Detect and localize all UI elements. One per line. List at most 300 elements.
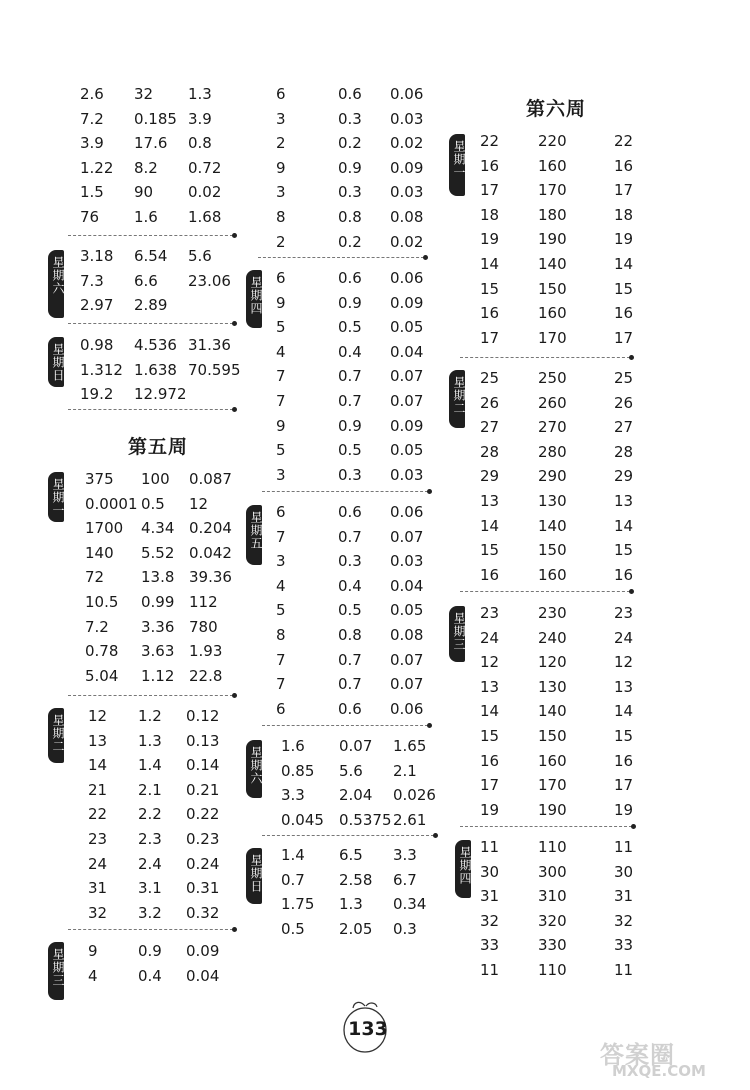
weekday-tab [455,840,471,898]
answer-value: 150 [538,727,567,745]
answer-value: 0.03 [390,183,424,202]
answer-value: 0.05 [390,601,424,620]
answer-value: 2.97 [80,296,114,315]
answer-value: 0.04 [390,342,424,361]
answer-value: 32 [480,911,500,930]
answer-value: 4 [276,576,286,595]
answer-value: 1.3 [138,731,162,750]
answer-value: 130 [538,677,567,696]
answer-value: 14 [614,702,634,721]
answer-value: 14 [88,756,108,775]
answer-value: 30 [614,862,634,881]
answer-value: 70.595 [188,360,241,379]
answer-value: 3.63 [141,642,175,661]
answer-value: 16 [614,156,634,175]
answer-value: 90 [134,183,154,202]
answer-value: 0.5 [281,919,305,938]
answer-value: 17 [614,181,634,200]
answer-value: 17 [480,776,500,795]
weekday-label: 星期六 [51,256,65,295]
answer-value: 39.36 [189,568,232,587]
answer-value: 250 [538,369,567,387]
answer-value: 280 [538,442,567,461]
weekday-tab [48,472,64,522]
weekday-tab [246,505,262,565]
answer-value: 4 [276,342,286,361]
weekday-label: 星期三 [452,612,466,651]
answer-value: 15 [614,279,634,298]
answer-value: 0.6 [338,699,362,718]
week-title: 第五周 [128,436,189,458]
answer-value: 0.9 [138,942,162,960]
section-divider [68,235,233,236]
answer-value: 0.02 [390,232,424,251]
answer-value: 16 [614,751,634,770]
answer-value: 31 [614,887,634,906]
answer-value: 0.5 [141,494,165,513]
answer-value: 1.75 [281,895,315,914]
answer-value: 160 [538,751,567,770]
answer-value: 0.4 [338,576,362,595]
answer-value: 3.9 [188,109,212,128]
section-divider [68,323,233,324]
answer-value: 14 [480,255,500,273]
weekday-label: 星期五 [249,511,263,550]
answer-value: 0.026 [393,786,436,805]
answer-value: 15 [614,541,634,560]
answer-value: 11 [480,838,500,856]
answer-value: 0.5 [338,441,362,460]
answer-value: 12 [189,494,209,513]
answer-value: 14 [614,516,634,535]
answer-value: 120 [538,653,567,672]
answer-value: 5 [276,441,286,460]
answer-value: 2.1 [393,761,417,780]
answer-value: 0.09 [390,416,424,435]
answer-value: 30 [480,862,500,881]
answer-value: 12 [480,653,500,672]
answer-value: 7 [276,367,286,386]
answer-value: 14 [614,255,634,273]
answer-value: 1.2 [138,707,162,725]
answer-value: 1.4 [281,846,305,864]
answer-value: 1.22 [80,158,114,177]
answer-value: 29 [480,467,500,486]
answer-value: 7.2 [85,617,109,636]
answer-value: 0.3 [393,919,417,938]
section-divider [262,491,428,492]
answer-value: 0.9 [338,293,362,312]
answer-value: 0.98 [80,336,114,354]
answer-value: 2.4 [138,854,162,873]
answer-value: 19.2 [80,385,114,404]
answer-value: 0.6 [338,269,362,287]
answer-value: 0.09 [390,293,424,312]
answer-value: 32 [614,911,634,930]
answer-value: 19 [614,230,634,249]
weekday-label: 星期一 [51,478,65,517]
answer-value: 300 [538,862,567,881]
answer-value: 140 [85,543,114,562]
answer-value: 0.3 [338,183,362,202]
weekday-tab [48,708,64,763]
answer-value: 0.06 [390,503,424,521]
answer-value: 0.04 [186,966,220,985]
answer-value: 0.08 [390,208,424,226]
answer-value: 1.5 [80,183,104,202]
answer-value: 19 [614,800,634,819]
answer-value: 3.9 [80,134,104,153]
answer-value: 0.204 [189,519,232,538]
answer-value: 1.6 [134,208,158,226]
section-divider [68,929,233,930]
answer-value: 1.68 [188,208,222,226]
answer-value: 0.07 [390,367,424,386]
answer-value: 0.31 [186,879,220,898]
answer-value: 0.042 [189,543,232,562]
section-divider [262,725,428,726]
answer-value: 130 [538,492,567,510]
weekday-label: 星期日 [51,343,65,382]
answer-value: 24 [88,854,108,873]
answer-value: 33 [480,936,500,955]
answer-value: 31 [480,887,500,906]
weekday-label: 星期六 [249,746,263,785]
answer-value: 3.2 [138,903,162,922]
answer-value: 0.3 [338,109,362,128]
watermark-text: 答案圈 [600,1041,675,1069]
answer-value: 24 [480,628,500,647]
answer-value: 15 [480,541,500,560]
answer-value: 150 [538,279,567,298]
answer-value: 0.04 [390,576,424,595]
answer-value: 160 [538,565,567,584]
answer-value: 0.7 [338,392,362,410]
answer-value: 12 [88,707,108,725]
weekday-label: 星期三 [51,948,65,987]
answer-value: 0.02 [188,183,222,202]
answer-value: 100 [141,470,170,488]
answer-value: 24 [614,628,634,647]
answer-value: 0.6 [338,85,362,103]
answer-value: 0.21 [186,780,220,799]
answer-value: 19 [480,800,500,819]
answer-value: 3 [276,183,286,202]
answer-value: 29 [614,467,634,486]
answer-value: 2 [276,134,286,153]
answer-value: 0.07 [339,737,373,755]
answer-value: 180 [538,205,567,224]
answer-value: 7.3 [80,271,104,290]
answer-value: 320 [538,911,567,930]
answer-value: 12 [614,653,634,672]
answer-value: 0.2 [338,134,362,153]
answer-value: 0.5 [338,601,362,620]
weekday-tab [48,942,64,1000]
answer-value: 16 [614,565,634,584]
answer-value: 14 [480,702,500,721]
answer-value: 22 [480,132,500,150]
answer-value: 11 [614,838,634,856]
answer-value: 6 [276,85,286,103]
answer-value: 0.185 [134,109,177,128]
answer-value: 0.08 [390,626,424,644]
answer-value: 0.07 [390,392,424,410]
answer-value: 0.4 [138,966,162,985]
weekday-label: 星期四 [249,276,263,315]
answer-value: 190 [538,800,567,819]
answer-value: 18 [480,205,500,224]
answer-value: 0.7 [338,367,362,386]
answer-value: 310 [538,887,567,906]
answer-value: 17 [480,328,500,347]
watermark-url: MXQE.COM [612,1062,706,1080]
answer-value: 28 [480,442,500,461]
answer-value: 9 [276,293,286,312]
answer-value: 5 [276,318,286,337]
answer-value: 0.8 [188,134,212,153]
answer-value: 190 [538,230,567,249]
answer-value: 13 [614,677,634,696]
answer-value: 0.03 [390,552,424,571]
weekday-tab [449,134,465,196]
answer-value: 2.6 [80,85,104,103]
weekday-label: 星期日 [249,854,263,893]
answer-value: 0.72 [188,158,222,177]
answer-value: 780 [189,617,218,636]
answer-value: 31.36 [188,336,231,354]
answer-value: 13.8 [141,568,175,587]
answer-value: 330 [538,936,567,955]
answer-value: 22.8 [189,666,223,685]
answer-value: 0.7 [281,870,305,889]
answer-value: 22 [614,132,634,150]
answer-value: 0.22 [186,805,220,824]
week-title: 第六周 [526,98,587,120]
answer-value: 18 [614,205,634,224]
page-number: 133 [348,1018,388,1040]
answer-value: 375 [85,470,114,488]
answer-value: 7 [276,392,286,410]
answer-value: 110 [538,838,567,856]
answer-value: 0.32 [186,903,220,922]
answer-value: 6.54 [134,247,168,265]
answer-value: 9 [276,416,286,435]
answer-value: 15 [614,727,634,745]
answer-value: 32 [88,903,108,922]
answer-value: 0.06 [390,269,424,287]
answer-value: 0.85 [281,761,315,780]
weekday-tab [449,370,465,428]
answer-value: 160 [538,156,567,175]
answer-value: 2.58 [339,870,373,889]
answer-value: 140 [538,516,567,535]
answer-value: 3.3 [281,786,305,805]
answer-value: 0.07 [390,675,424,694]
answer-value: 0.99 [141,593,175,611]
section-divider [68,409,233,410]
answer-value: 5.04 [85,666,119,685]
weekday-tab [449,606,465,662]
answer-value: 6.6 [134,271,158,290]
answer-value: 140 [538,702,567,721]
answer-value: 6 [276,699,286,718]
answer-value: 23 [614,604,634,622]
answer-value: 0.5375 [339,810,392,829]
answer-value: 1.4 [138,756,162,775]
answer-value: 17 [614,776,634,795]
answer-value: 0.8 [338,208,362,226]
answer-value: 0.7 [338,650,362,669]
answer-value: 3 [276,465,286,484]
answer-value: 170 [538,776,567,795]
answer-value: 0.9 [338,416,362,435]
weekday-tab [246,270,262,328]
answer-value: 6.5 [339,846,363,864]
answer-value: 220 [538,132,567,150]
answer-value: 1.312 [80,360,123,379]
weekday-label: 星期二 [51,714,65,753]
answer-value: 13 [88,731,108,750]
answer-value: 290 [538,467,567,486]
answer-value: 7 [276,527,286,546]
answer-value: 1.12 [141,666,175,685]
answer-value: 9 [88,942,98,960]
answer-value: 170 [538,181,567,200]
answer-value: 6.7 [393,870,417,889]
answer-value: 7.2 [80,109,104,128]
answer-value: 0.12 [186,707,220,725]
answer-value: 32 [134,85,154,103]
answer-value: 0.3 [338,552,362,571]
answer-value: 1.65 [393,737,427,755]
answer-value: 17 [614,328,634,347]
answer-value: 72 [85,568,105,587]
answer-value: 15 [480,279,500,298]
answer-value: 0.09 [186,942,220,960]
answer-value: 0.06 [390,699,424,718]
weekday-tab [246,740,262,798]
answer-value: 0.06 [390,85,424,103]
answer-value: 0.5 [338,318,362,337]
answer-value: 1.93 [189,642,223,661]
weekday-label: 星期四 [458,846,472,885]
weekday-tab [48,337,64,387]
answer-value: 0.07 [390,650,424,669]
answer-value: 5 [276,601,286,620]
answer-value: 26 [614,393,634,412]
answer-value: 3.1 [138,879,162,898]
weekday-tab [246,848,262,904]
answer-value: 1700 [85,519,124,538]
answer-value: 0.02 [390,134,424,153]
answer-value: 27 [614,418,634,437]
answer-value: 0.2 [338,232,362,251]
answer-value: 260 [538,393,567,412]
answer-value: 0.05 [390,318,424,337]
answer-value: 3.18 [80,247,114,265]
answer-value: 2.1 [138,780,162,799]
answer-value: 14 [480,516,500,535]
answer-value: 11 [480,961,500,979]
answer-value: 17.6 [134,134,168,153]
answer-value: 2.04 [339,786,373,805]
answer-value: 2.61 [393,810,427,829]
answer-value: 2 [276,232,286,251]
answer-value: 1.638 [134,360,177,379]
answer-value: 0.07 [390,527,424,546]
answer-value: 22 [88,805,108,824]
answer-value: 0.6 [338,503,362,521]
answer-value: 5.6 [188,247,212,265]
answer-value: 16 [480,565,500,584]
answer-value: 7 [276,675,286,694]
answer-value: 16 [480,156,500,175]
answer-value: 25 [480,369,500,387]
answer-value: 9 [276,158,286,177]
answer-value: 16 [480,751,500,770]
answer-value: 0.4 [338,342,362,361]
answer-value: 28 [614,442,634,461]
answer-value: 76 [80,208,100,226]
answer-value: 8 [276,626,286,644]
answer-value: 16 [614,304,634,323]
section-divider [460,357,630,358]
answer-value: 270 [538,418,567,437]
answer-value: 6 [276,269,286,287]
answer-value: 23.06 [188,271,231,290]
answer-value: 6 [276,503,286,521]
answer-value: 13 [480,492,500,510]
answer-value: 0.05 [390,441,424,460]
answer-value: 15 [480,727,500,745]
answer-value: 0.03 [390,109,424,128]
answer-value: 3.3 [393,846,417,864]
answer-value: 23 [480,604,500,622]
weekday-label: 星期二 [452,376,466,415]
answer-value: 8.2 [134,158,158,177]
answer-value: 0.14 [186,756,220,775]
answer-value: 160 [538,304,567,323]
answer-value: 0.8 [338,626,362,644]
answer-value: 2.89 [134,296,168,315]
answer-value: 26 [480,393,500,412]
answer-value: 112 [189,593,218,611]
answer-value: 7 [276,650,286,669]
answer-value: 21 [88,780,108,799]
answer-value: 2.2 [138,805,162,824]
section-divider [262,835,434,836]
answer-value: 0.78 [85,642,119,661]
answer-value: 33 [614,936,634,955]
answer-value: 0.7 [338,675,362,694]
answer-value: 150 [538,541,567,560]
answer-value: 11 [614,961,634,979]
answer-value: 3.36 [141,617,175,636]
answer-value: 23 [88,830,108,848]
answer-value: 5.52 [141,543,175,562]
answer-value: 240 [538,628,567,647]
answer-value: 13 [480,677,500,696]
section-divider [258,257,424,258]
answer-value: 0.23 [186,830,220,848]
answer-value: 31 [88,879,108,898]
answer-value: 4 [88,966,98,985]
answer-value: 0.9 [338,158,362,177]
answer-value: 230 [538,604,567,622]
answer-value: 16 [480,304,500,323]
answer-value: 1.3 [188,85,212,103]
